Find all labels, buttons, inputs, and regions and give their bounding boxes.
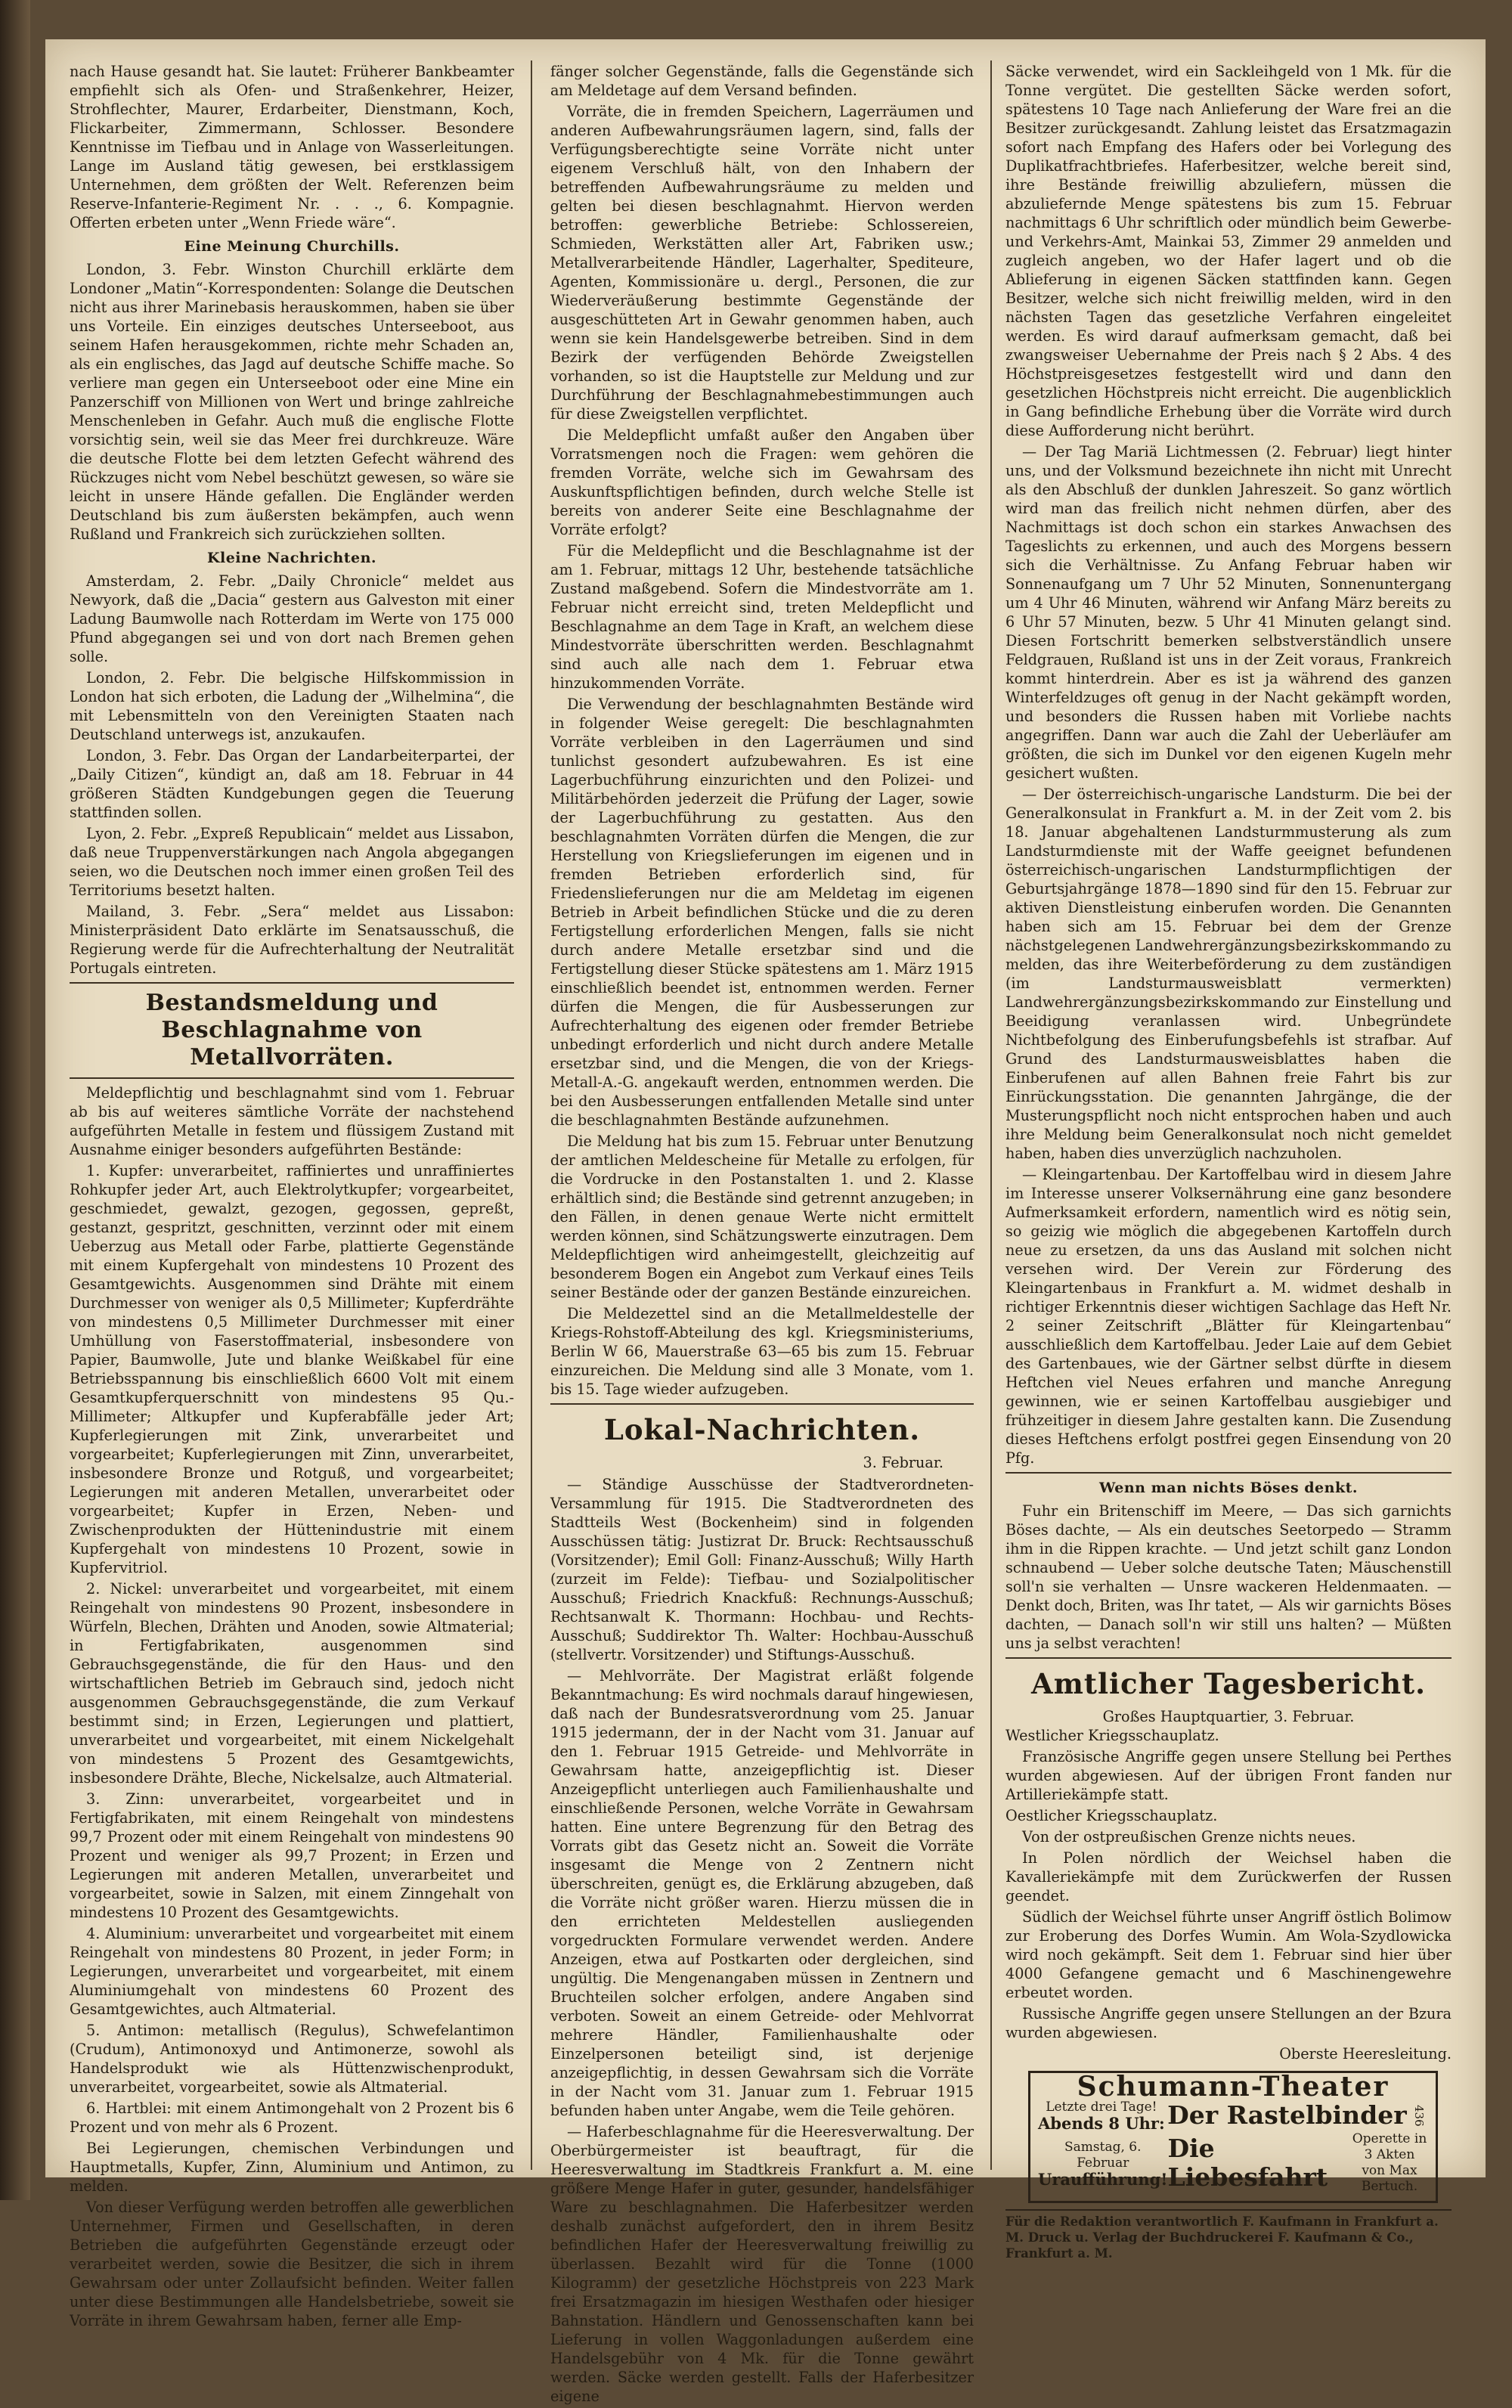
news-item: — Der österreichisch-ungarische Landsturm. Die bei der Generalkonsulat in Frankfurt a. M. in der Zeit vom 2. bis 18. Januar abgehaltenen Landsturmmusterung als zum Landsturmdienste mit der Waffe geeignet befundenen österreichisch-ungarischen Landsturmpflichtigen der Geburtsjahrgänge 1878—1890 sind für den 15. Februar zur aktiven Dienstleistung einberufen worden. Die Genannten haben sich am 15. Februar bei dem der Grenze nächstgelegenen Landwehrergänzungsbezirkskommando zu melden, das ihre Weiterbeförderung zu dem zuständigen (im Landsturmausweisblatt vermerkten) Landwehrergänzungsbezirkskommando zur Einstellung und Beeidigung veranlassen wird. Unbegründete Nichtbefolgung des Einberufungsbefehls ist strafbar. Auf Grund des Landsturmausweisblattes haben die Einberufenen auf allen Bahnen freie Fahrt bis zur Einrückungsstation. Die genannten Jahrgänge, die der Musterungspflicht noch nicht entsprochen haben und auch ihre Meldung beim Generalkonsulat noch nicht gemeldet haben, haben dies unverzüglich nachzuholen.	[1005, 786, 1452, 1162]
section-heading: Lokal-Nachrichten.	[603, 1413, 921, 1446]
ad-title: Schumann-Theater	[1077, 2071, 1390, 2103]
article-text: Meldepflichtig und beschlagnahmt sind vom 1. Februar ab bis auf weiteres sämtliche Vorräte der nachstehend aufgeführten Metalle in festem und flüssigem Zustand mit Ausnahme einiger besonders aufgeführten Bestände:	[70, 1084, 514, 1158]
ad-line: Letzte drei Tage!	[1046, 2100, 1157, 2115]
article-text: 6. Hartblei: mit einem Antimongehalt von 2 Prozent bis 6 Prozent und von mehr als 6 Prozent.	[70, 2100, 514, 2136]
article-text: Die Verwendung der beschlagnahmten Bestände wird in folgender Weise geregelt: Die beschlagnahmten Vorräte verbleiben in den Lagerräumen und sind tunlichst gesondert aufzubewahren. Es ist eine Lagerbuchführung einzurichten und den Polizei- und Militärbehörden jederzeit die Prüfung der Lager, sowie der Lagerbuchführung zu gestatten. Aus den beschlagnahmten Vorräten dürfen die Mengen, die zur Herstellung von Kriegslieferungen im eigenen und in fremden Betrieben erforderlich sind, für Friedenslieferungen nur die am Meldetag im eigenen Betrieb in Arbeit befindlichen Stücke und die zu deren Fertigstellung erforderlichen Mengen, falls sie nicht durch andere Metalle ersetzbar sind und die Fertigstellung dieser Stücke spätestens am 1. März 1915 einschließlich beendet ist, entnommen werden. Ferner dürfen die Mengen, die für Ausbesserungen zur Aufrechterhaltung des eigenen oder fremder Betriebe unbedingt erforderlich und nicht durch andere Metalle ersetzbar sind, und die Mengen, die von der Kriegs-Metall-A.-G. angekauft werden, entnommen werden. Die bei den Ausbesserungen entfallenden Metalle sind unter die beschlagnahmten Bestände aufzunehmen.	[550, 696, 974, 1129]
article-text: nach Hause gesandt hat. Sie lautet: Früherer Bankbeamter empfiehlt sich als Ofen- und Straßenkehrer, Heizer, Strohflechter, Maurer, Erdarbeiter, Dienstmann, Koch, Flickarbeiter, Zimmermann, Schlosser. Besondere Kenntnisse im Tiefbau und in Anlage von Wasserleitungen. Lange im Ausland tätig gewesen, bei erstklassigem Unternehmen, dem größten der Welt. Referenzen beim Reserve-Infanterie-Regiment Nr. . . ., 6. Kompagnie. Offerten erbeten unter „Wenn Friede wäre“.	[70, 63, 514, 231]
article-text: fänger solcher Gegenstände, falls die Gegenstände sich am Meldetage auf dem Versand befinden.	[550, 63, 974, 99]
report-text: Russische Angriffe gegen unsere Stellungen an der Bzura wurden abgewiesen.	[1005, 2005, 1452, 2041]
news-item: — Mehlvorräte. Der Magistrat erläßt folgende Bekanntmachung: Es wird nochmals darauf hingewiesen, daß nach der Bundesratsverordnung vom 25. Januar 1915 jedermann, der in der Nacht vom 31. Januar auf den 1. Februar 1915 Getreide- und Mehlvorräte in Gewahrsam hatte, anzeigepflichtig ist. Dieser Anzeigepflicht unterliegen auch Familienhaushalte und einschließende Personen, welche Vorräte in Gewahrsam hatten. Eine untere Begrenzung für den Betrag des Vorrats gibt das Gesetz nicht an. Soweit die Vorräte insgesamt die Menge von 2 Zentnern nicht überschreiten, genügt es, die Erklärung abzugeben, daß die Vorräte nicht größer waren. Hierzu müssen die in den errichteten Meldestellen ausliegenden vorgedruckten Formulare verwendet werden. Andere Anzeigen, etwa auf Postkarten oder dergleichen, sind ungültig. Die Mengenangaben müssen in Zentnern und Bruchteilen solcher erfolgen, andere Angaben sind verboten. Soweit an einem Getreide- oder Mehlvorrat mehrere Händler, Familienhaushalte oder Einzelpersonen beteiligt sind, ist derjenige anzeigepflichtig, in dessen Gewahrsam sich die Vorräte in der Nacht vom 31. Januar zum 1. Februar 1915 befunden haben unter Angabe, wem die Teile gehören.	[550, 1667, 974, 2119]
divider	[70, 982, 514, 984]
article-heading: Bestandsmeldung und Beschlagnahme von Metallvorräten.	[145, 990, 438, 1071]
article-text: Die Meldezettel sind an die Metallmeldestelle der Kriegs-Rohstoff-Abteilung des kgl. Kriegsministeriums, Berlin W 66, Mauerstraße 63—65 bis zum 15. Februar einzureichen. Die Meldung sind alle 3 Monate, vom 1. bis 15. Tage wieder aufzugeben.	[550, 1305, 974, 1398]
report-text: Von der ostpreußischen Grenze nichts neues.	[1022, 1828, 1356, 1846]
book-spine	[0, 0, 30, 2200]
ad-show-title: Der Rastelbinder	[1167, 2100, 1407, 2130]
ad-row	[1038, 2100, 1428, 2131]
column-rule	[990, 60, 992, 2170]
poem-text: Fuhr ein Britenschiff im Meere, — Das sich garnichts Böses dachte, — Als ein deutsches Seetorpedo — Stramm ihm in die Rippen krachte. — Und jetzt schilt ganz London schnaubend — Ueber solche deutsche Taten; Mäuschenstill soll'n sie verhalten — Unsre wackeren Heldenmaaten. — Denkt doch, Briten, was Ihr tatet, — Als wir garnichts Böses dachten, — Danach soll'n wir still uns halten? — Müßten uns ja selbst verachten!	[1005, 1502, 1452, 1652]
article-heading: Kleine Nachrichten.	[206, 550, 377, 566]
article-text: Von dieser Verfügung werden betroffen alle gewerblichen Unternehmer, Firmen und Gesellschaften, in deren Betrieben die aufgeführten Gegenstände erzeugt oder verarbeitet werden, sowie die Besitzer, die sich in ihrem Gewahrsam oder unter Zollaufsicht befinden. Weiter fallen unter diese Bestimmungen alle Handelsbetriebe, soweit sie Vorräte in ihrem Gewahrsam haben, ferner alle Emp-	[70, 2199, 514, 2329]
ad-time: Abends 8 Uhr:	[1038, 2114, 1165, 2133]
news-item: — Kleingartenbau. Der Kartoffelbau wird in diesem Jahre im Interesse unserer Volksernährung eine ganz besondere Aufmerksamkeit erfordern, namentlich wird es nötig sein, so geizig wie möglich die abgegebenen Kartoffeln durch neue zu ersetzen, da uns das Ausland mit solchen nicht versehen wird. Der Verein zur Förderung des Kleingartenbaus in Frankfurt a. M. widmet deshalb in richtiger Erkenntnis dieser wichtigen Sachlage das Heft Nr. 2 seiner Zeitschrift „Blätter für Kleingartenbau“ ausschließlich dem Kartoffelbau. Jeder Laie auf dem Gebiet des Gartenbaues, wie der Gärtner selbst dürfte in diesem Heftchen viel Neues erfahren und manche Anregung gewinnen, wie er seinen Kartoffelbau ausgiebiger und frühzeitiger in diesem Jahre gestalten kann. Die Zusendung dieses Heftchens erfolgt postfrei gegen Einsendung von 20 Pfg.	[1005, 1166, 1452, 1467]
news-item: — Der Tag Mariä Lichtmessen (2. Februar) liegt hinter uns, und der Volksmund bezeichnete ihn nicht mit Unrecht als den Abschluß der dunklen Jahreszeit. So ganz wörtlich wird man das freilich nicht nehmen dürfen, aber des Nachmittags ist doch schon ein starkes Anwachsen des Tageslichts zu erkennen, und auch des Morgens bessern sich die Verhältnisse. Zu Anfang Februar haben wir Sonnenaufgang um 7 Uhr 52 Minuten, Sonnenuntergang um 4 Uhr 46 Minuten, während wir Anfang März bereits zu 6 Uhr 57 Minuten, bezw. 5 Uhr 41 Minuten gelangt sind. Diesen Fortschritt bemerken selbstverständlich unsere Feldgrauen, Rußland ist uns in der Zeit voraus, Frankreich kommt hinterdrein. Aber es ist ja während des ganzen Winterfeldzuges oft genug in der Nacht gekämpft worden, und besonders die Russen haben mit Vorliebe nachts angegriffen. Dann war auch die Zahl der Ueberläufer am größten, die sich im Dunkel vor den eigenen Kugeln mehr gesichert wußten.	[1005, 443, 1452, 782]
report-subheading: Oestlicher Kriegsschauplatz.	[1005, 1807, 1218, 1824]
theater-advertisement	[1028, 2071, 1438, 2203]
news-item: Lyon, 2. Febr. „Expreß Republicain“ meldet aus Lissabon, daß neue Truppenverstärkungen nach Angola abgegangen seien, wo die Deutschen noch immer einen großen Teil des Territoriums besetzt halten.	[70, 825, 514, 899]
article-text: London, 3. Febr. Winston Churchill erklärte dem Londoner „Matin“-Korrespondenten: Solange die Deutschen nicht aus ihrer Marinebasis herauskommen, haben sie über uns Vorteile. Ein einziges deutsches Unterseeboot, aus seinem Hafen herausgekommen, richte mehr Schaden an, als ein englisches, das Jagd auf deutsche Schiffe mache. So verliere man gegen ein Unterseeboot oder eine Mine ein Panzerschiff von Millionen von Wert und bringe zahlreiche Menschenleben in Gefahr. Auch muß die englische Flotte vorsichtig sein, weil sie das Meer frei durchkreuze. Wäre die deutsche Flotte bei dem letzten Gefecht während des Rückzuges nicht vom Nebel beschützt gewesen, so wäre sie leicht in unsere Hände gefallen. Die Engländer werden Deutschland bis zum äußersten bekämpfen, auch wenn Rußland und Frankreich sich zurückziehen sollten.	[70, 261, 514, 543]
column-1	[70, 62, 514, 2332]
article-heading: Eine Meinung Churchills.	[184, 238, 400, 255]
divider	[1005, 1472, 1452, 1474]
ad-show-title: Die Liebesfahrt	[1167, 2134, 1328, 2192]
news-item: — Haferbeschlagnahme für die Heeresverwaltung. Der Oberbürgermeister ist beauftragt, für die Heeresverwaltung im Stadtkreis Frankfurt a. M. eine größere Menge Hafer in guter, gesunder, handelsfähiger Ware zu beschlagnahmen. Die Haferbesitzer werden deshalb zunächst aufgefordert, den in ihrem Besitz befindlichen Hafer der Heeresverwaltung freiwillig zu überlassen. Bezahlt wird für die Tonne (1000 Kilogramm) der gesetzliche Höchstpreis von 223 Mark frei Ersatzmagazin im hiesigen Westhafen oder hiesiger Bahnstation. Händlern und Genossenschaften kann bei Lieferung in vollen Waggonladungen außerdem eine Handelsgebühr von 4 Mk. für die Tonne gewährt werden. Säcke werden gestellt. Falls der Haferbesitzer eigene	[550, 2123, 974, 2405]
column-rule	[531, 60, 532, 2170]
report-text: In Polen nördlich der Weichsel haben die Kavalleriekämpfe mit dem Zurückwerfen der Russen geendet.	[1005, 1849, 1452, 1904]
ad-show-description: Operette in 3 Akten von Max Bertuch.	[1352, 2131, 1427, 2194]
news-item: London, 3. Febr. Das Organ der Landarbeiterpartei, der „Daily Citizen“, kündigt an, daß am 18. Februar in 44 größeren Städten Kundgebungen gegen die Teuerung stattfinden sollen.	[70, 747, 514, 821]
imprint: Für die Redaktion verantwortlich F. Kaufmann in Frankfurt a. M. Druck u. Verlag der Buchdruckerei F. Kaufmann & Co., Frankfurt a. M.	[1005, 2209, 1452, 2261]
divider	[70, 1077, 514, 1079]
divider	[1005, 1657, 1452, 1659]
article-text: Die Meldepflicht umfaßt außer den Angaben über Vorratsmengen noch die Fragen: wem gehören die fremden Vorräte, welche sich im Gewahrsam des Auskunftspflichtigen befinden, durch welche Stelle ist bereits von anderer Seite eine Beschlagnahme der Vorräte erfolgt?	[550, 426, 974, 538]
ad-premiere: Uraufführung!	[1038, 2169, 1168, 2189]
article-text: 2. Nickel: unverarbeitet und vorgearbeitet, mit einem Reingehalt von mindestens 90 Prozent, insbesondere in Würfeln, Blechen, Drähten und Anoden, sowie Altmaterial; in Fertigfabrikaten, ausgenommen sind Gebrauchsgegenstände, die für den Haus- und den wirtschaftlichen Betrieb im Gebrauch sind, jedoch nicht ausgenommen Gebrauchsgegenstände, die zum Verkauf bestimmt sind; in Erzen, Legierungen und plattiert, unverarbeitet und vorgearbeitet, mit einem Nickelgehalt von mindestens 5 Prozent des Gesamtgewichts, insbesondere Drähte, Bleche, Nickelsalze, auch Altmaterial.	[70, 1580, 514, 1787]
ad-schedule	[1038, 2100, 1165, 2131]
article-text: Bei Legierungen, chemischen Verbindungen und Hauptmetalls, Kupfer, Zinn, Aluminium und Antimon, zu melden.	[70, 2140, 514, 2195]
article-text: 5. Antimon: metallisch (Regulus), Schwefelantimon (Crudum), Antimonoxyd und Antimonerze, sowohl als Handelsprodukt wie als Hüttenzwischenprodukt, unverarbeitet, vorgearbeitet, sowie als Altmaterial.	[70, 2022, 514, 2096]
poem-heading: Wenn man nichts Böses denkt.	[1098, 1480, 1359, 1496]
ad-schedule	[1038, 2140, 1168, 2187]
section-date: 3. Februar.	[863, 1454, 943, 1471]
article-text: Säcke verwendet, wird ein Sackleihgeld von 1 Mk. für die Tonne vergütet. Die gestellten Säcke werden sofort, spätestens 10 Tage nach Anlieferung der Ware frei an die Besitzer zurückgesandt. Zahlung leistet das Ersatzmagazin sofort nach Empfang des Hafers oder bei Vorlegung des Duplikatfrachtbriefes. Haferbesitzer, welche bereit sind, ihre Bestände freiwillig abzuliefern, müssen die abzuliefernde Menge spätestens bis zum 15. Februar nachmittags 6 Uhr schriftlich oder mündlich beim Gewerbe- und Verkehrs-Amt, Mainkai 53, Zimmer 29 anmelden und zugleich angeben, wo der Hafer lagert und ob die Ablieferung in eigenen Säcken stattfinden kann. Gegen Besitzer, welche sich nicht freiwillig melden, wird in den nächsten Tagen das gesetzliche Verfahren eingeleitet werden. Es wird darauf aufmerksam gemacht, daß bei zwangsweiser Uebernahme der Preis nach § 2 Abs. 4 des Höchstpreisgesetzes festgestellt wird und dann den gesetzlichen Höchstpreis nicht erreicht. Die augenblicklich in Gang befindliche Erhebung über die Vorräte wird durch diese Aufforderung nicht berührt.	[1005, 63, 1452, 439]
ad-date: Samstag, 6. Februar	[1064, 2139, 1142, 2171]
news-item: London, 2. Febr. Die belgische Hilfskommission in London hat sich erboten, die Ladung der „Wilhelmina“, die mit Lebensmitteln von den Vereinigten Staaten nach Deutschland unterwegs ist, anzukaufen.	[70, 669, 514, 743]
news-item: Mailand, 3. Febr. „Sera“ meldet aus Lissabon: Ministerpräsident Dato erklärte im Senatsausschuß, die Regierung werde für die Aufrechterhaltung der Neutralität Portugals eintreten.	[70, 903, 514, 977]
article-text: Für die Meldepflicht und die Beschlagnahme ist der am 1. Februar, mittags 12 Uhr, bestehende tatsächliche Zustand maßgebend. Sofern die Mindestvorräte am 1. Februar nicht erreicht sind, treten Meldepflicht und Beschlagnahme an dem Tage in Kraft, an welchem diese Mindestvorräte überschritten werden. Beschlagnahmt sind auch alle nach dem 1. Februar etwa hinzukommenden Vorräte.	[550, 542, 974, 692]
article-text: 4. Aluminium: unverarbeitet und vorgearbeitet mit einem Reingehalt von mindestens 80 Prozent, in jeder Form; in Legierungen, unverarbeitet und vorgearbeitet, mit einem Aluminiumgehalt von mindestens 60 Prozent des Gesamtgewichtes, auch Altmaterial.	[70, 1925, 514, 2018]
report-dateline: Großes Hauptquartier, 3. Februar.	[1102, 1708, 1355, 1725]
ad-side-number: 436	[1412, 2104, 1426, 2127]
news-item: Amsterdam, 2. Febr. „Daily Chronicle“ meldet aus Newyork, daß die „Dacia“ gestern aus Galveston mit einer Ladung Baumwolle nach Rotterdam im Werte von 175 000 Pfund abgegangen sei und von dort nach Bremen gehen solle.	[70, 572, 514, 665]
article-text: Vorräte, die in fremden Speichern, Lagerräumen und anderen Aufbewahrungsräumen lagern, sind, falls der Verfügungsberechtigte seine Vorräte nicht unter eigenem Verschluß hält, von den Inhabern der betreffenden Aufbewahrungsräume zu melden und gelten bei diesen beschlagnahmt. Hiervon werden betroffen: gewerbliche Betriebe: Schlossereien, Schmieden, Werkstätten aller Art, Fabriken usw.; Metallverarbeitende Händler, Lagerhalter, Spediteure, Agenten, Kommissionäre u. dergl., Personen, die zur Wiederveräußerung bestimmte Gegenstände der ausgeschütteten Art in Gewahr genommen haben, auch wenn sie kein Handelsgewerbe betreiben. Sind in dem Bezirk der verfügenden Behörde Zweigstellen vorhanden, so ist die Hauptstelle zur Meldung und zur Durchführung der Beschlagnahmebestimmungen auch für diese Zweigstellen verpflichtet.	[550, 103, 974, 423]
report-subheading: Westlicher Kriegsschauplatz.	[1005, 1727, 1219, 1744]
newspaper-page	[45, 39, 1486, 2405]
article-text: 3. Zinn: unverarbeitet, vorgearbeitet und in Fertigfabrikaten, mit einem Reingehalt von mindestens 99,7 Prozent oder mit einem Reingehalt von mindestens 90 Prozent und weniger als 99,7 Prozent; in Erzen und Legierungen mit anderen Metallen, unverarbeitet und vorgearbeitet, sowie in Salzen, mit einem Zinngehalt von mindestens 10 Prozent des Gesamtgewichts.	[70, 1790, 514, 1921]
section-heading: Amtlicher Tagesbericht.	[1031, 1667, 1426, 1700]
divider	[550, 1403, 974, 1405]
report-text: Französische Angriffe gegen unsere Stellung bei Perthes wurden abgewiesen. Auf der übrigen Front fanden nur Artilleriekämpfe statt.	[1005, 1748, 1452, 1803]
ad-row	[1038, 2131, 1428, 2195]
report-signature: Oberste Heeresleitung.	[1279, 2045, 1452, 2062]
column-2	[550, 62, 974, 2408]
news-item: — Ständige Ausschüsse der Stadtverordneten-Versammlung für 1915. Die Stadtverordneten des Stadtteils West (Bockenheim) sind in folgenden Ausschüssen tätig: Justizrat Dr. Bruck: Rechtsausschuß (Vorsitzender); Emil Goll: Finanz-Ausschuß; Willy Harth (zurzeit im Felde): Tiefbau- und Sozialpolitischer Ausschuß; Friedrich Knackfuß: Rechnungs-Ausschuß; Rechtsanwalt K. Thormann: Hochbau- und Rechts-Ausschuß; Suddirektor Th. Walter: Hochbau-Ausschuß (stellvertr. Vorsitzender) und Stiftungs-Ausschuß.	[550, 1476, 974, 1663]
article-text: Die Meldung hat bis zum 15. Februar unter Benutzung der amtlichen Meldescheine für Metalle zu erfolgen, für die Vordrucke in den Postanstalten 1. und 2. Klasse erhältlich sind; die Bestände sind getrennt anzugeben; in den Fällen, in denen genaue Werte nicht ermittelt werden können, sind Schätzungswerte einzutragen. Dem Meldepflichtigen wird anheimgestellt, gleichzeitig auf besonderem Bogen ein Angebot zum Verkauf eines Teils seiner Bestände oder der ganzen Bestände einzureichen.	[550, 1133, 974, 1301]
column-3	[1005, 62, 1452, 2261]
article-text: 1. Kupfer: unverarbeitet, raffiniertes und unraffiniertes Rohkupfer jeder Art, auch Elektrolytkupfer; vorgearbeitet, geschmiedet, gewalzt, gezogen, gegossen, gepreßt, gestanzt, gespritzt, geschnitten, verzinnt oder mit einem Ueberzug aus Metall oder Farbe, plattierte Gegenstände mit einem Kupfergehalt von mindestens 10 Prozent des Gesamtgewichts. Ausgenommen sind Drähte mit einem Durchmesser von weniger als 0,5 Millimeter; Kupferdrähte von mindestens 0,5 Millimeter Durchmesser mit einer Umhüllung von Faserstoffmaterial, insbesondere von Papier, Baumwolle, Jute und blanke Weißkabel für eine Betriebsspannung bis einschließlich 6600 Volt mit einem Gesamtkupferquerschnitt von mindestens 95 Qu.-Millimeter; Altkupfer und Kupferabfälle jeder Art; Kupferlegierungen mit Zink, unverarbeitet und vorgearbeitet; Kupferlegierungen mit Zinn, unverarbeitet, insbesondere Bronze und Rotguß, und vorgearbeitet; Legierungen mit anderen Metallen, unverarbeitet oder vorgearbeitet; Kupfer in Erzen, Neben- und Zwischenprodukten der Hüttenindustrie mit einem Kupfergehalt von mindestens 10 Prozent, sowie in Kupfervitriol.	[70, 1162, 514, 1576]
report-text: Südlich der Weichsel führte unser Angriff östlich Bolimow zur Eroberung des Dorfes Wumin. Am Wola-Szydlowicka wird noch gekämpft. Seit dem 1. Februar sind hier über 4000 Gefangene gemacht und 6 Maschinengewehre erbeutet worden.	[1005, 1908, 1452, 2001]
